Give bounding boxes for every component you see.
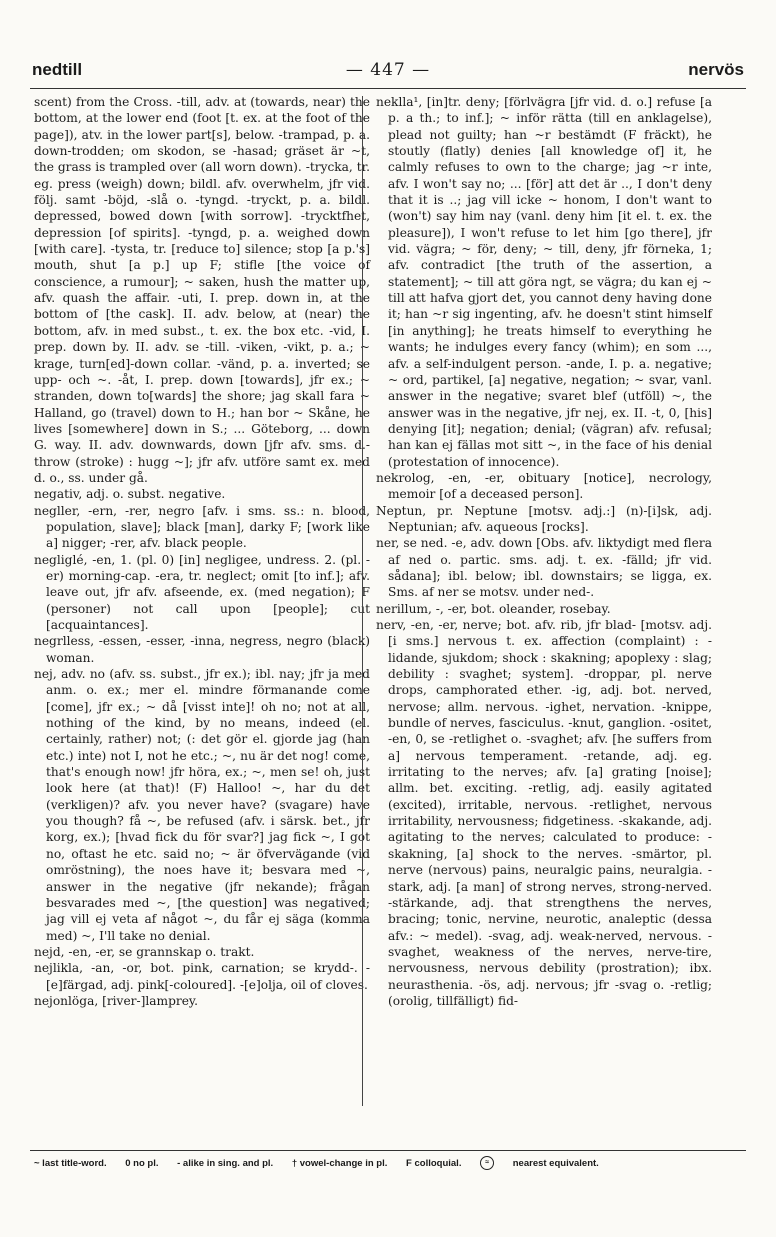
legend-nearest-text: nearest equivalent. xyxy=(512,1157,599,1169)
circled-equivalent-icon: ≈ xyxy=(480,1156,494,1170)
entry-neger: negller, -ern, -rer, negro [afv. i sms. ss.: n. blood, population, slave]; black [man], darky F; [work like a] nigger; -rer, afv. black people. xyxy=(34,503,370,551)
header-rule xyxy=(30,88,746,89)
entry-continuation: scent) from the Cross. -till, adv. at (towards, near) the bottom, at the lower end (foot [t. ex. at the foot of the page]), atv. in the lower part[s], below. -trampad, p. a. down-trodden; om skodon, se -hasad; gräset är ~t, the grass is trampled over (all worn down). -trycka, tr. eg. press (weigh) down; bildl. afv. overwhelm, jfr vid. följ. samt -böjd, -slå o. -tyngd. -tryckt, p. a. bildl. depressed, bowed down [with sorrow]. -trycktfhet, depression [of spirits]. -tyngd, p. a. weighed down [with care]. -tysta, tr. [reduce to] silence; stop [a p.'s] mouth, shut [a p.] up F; stifle [the voice of conscience, a rumour]; ~ saken, hush the matter up, afv. quash the affair. -uti, I. prep. down in, at the bottom of [the cask]. II. adv. below, at (near) the bottom, afv. in med subst., t. ex. the box etc. -vid, I. prep. down by. II. adv. se -till. -viken, -vikt, p. a.; ~ krage, turn[ed]-down collar. -vänd, p. a. inverted; se upp- och ~. -åt, I. prep. down [towards], jfr ex.; ~ stranden, down to[wards] the shore; jag skall fara ~ Halland, go (travel) down to H.; han bor ~ Skåne, he lives [somewhere] down in S.; ... Göteborg, ... down G. way. II. adv. downwards, down [jfr afv. sms. d.-throw (stroke) : hugg ~]; jfr afv. utföre samt ex. med d. o., ss. under gå. xyxy=(34,95,370,485)
abbreviation-legend xyxy=(34,1156,744,1170)
entry-nejd: nejd, -en, -er, se grannskap o. trakt. xyxy=(34,944,255,959)
legend-zero: 0 no pl. xyxy=(125,1157,159,1169)
page-number: — 447 — xyxy=(345,60,431,80)
legend-tilde: ~ last title-word. xyxy=(34,1157,107,1169)
entry-negress: negrlless, -essen, -esser, -inna, negress, negro (black) woman. xyxy=(34,634,370,665)
legend-dagger: † vowel-change in pl. xyxy=(291,1157,388,1169)
entry-ner: ner, se ned. -e, adv. down [Obs. afv. liktydigt med flera af ned o. partic. sms. adj. t. ex. -fälld; jfr vid. sådana]; ibl. below; ibl. downstairs; se ligga, ex. Sms. af ner se motsv. under ned-. xyxy=(376,536,712,600)
footer-rule xyxy=(30,1150,746,1151)
right-column xyxy=(376,94,712,1009)
left-column xyxy=(34,94,370,1009)
entry-nejlika: nejlikla, -an, -or, bot. pink, carnation; se krydd-. -[e]färgad, adj. pink[-coloured]. -[e]olja, oil of cloves. xyxy=(34,961,370,992)
right-guide-word: nervös xyxy=(688,60,744,79)
entry-neka: neklla¹, [in]tr. deny; [förlvägra [jfr vid. d. o.] refuse [a p. a th.; to inf.]; ~ inför rätta (till en anklagelse), plead not guilty; han ~r bestämdt (F fräckt), he stoutly (flatly) denies [all knowledge of] it, he calmly refuses to own to the charge; jag ~r inte, afv. I won't say no; ... [för] att det är .., I don't deny that it is ..; jag vill icke ~ honom, I don't want to (won't) say him nay (vanl. deny him [it el. t. ex. the pleasure]), I won't refuse to let him [go there], jfr vid. vägra; ~ för, deny; ~ till, deny, jfr förneka, 1; afv. contradict [the truth of the assertion, a statement]; ~ till att göra ngt, se vägra; du kan ej ~ till att hafva gjort det, you cannot deny having done it; han ~r sig ingenting, afv. he doesn't stint himself [in anything]; he treats himself to everything he wants; he indulges every fancy (whim); en som ..., afv. a self-indulgent person. -ande, I. p. a. negative; ~ ord, partikel, [a] negative, negation; ~ svar, vanl. answer in the negative; svaret blef (utföll) ~, the answer was in the negative, jfr nej, ex. II. -t, 0, [his] denying [it]; negation; denial; (vägran) afv. refusal; han kan ej fällas mot sitt ~, in the face of his denial (protestation of innocence). xyxy=(376,95,712,469)
legend-nearest xyxy=(480,1158,615,1169)
page-header xyxy=(32,60,744,86)
entry-negativ: negativ, adj. o. subst. negative. xyxy=(34,487,226,502)
entry-nerv: nerv, -en, -er, nerve; bot. afv. rib, jfr blad- [motsv. adj. [i sms.] nervous t. ex. affection (complaint) : -lidande, sjukdom; shock : skakning; apoplexy : slag; debility : svaghet; system]. -droppar, pl. nerve drops, camphorated ether. -ig, adj. bot. nerved, nervose; allm. nervous. -ighet, nervation. -knippe, bundle of nerves, fasciculus. -knut, ganglion. -ositet, -en, 0, se -retlighet o. -svaghet; afv. [he suffers from a] nervous temperament. -retande, adj. eg. irritating to the nerves; afv. [a] grating [noise]; allm. bet. exciting. -retlig, adj. easily agitated (excited), irritable, nervous. -retlighet, nervous irritability, nervousness; fidgetiness. -skakande, adj. agitating to the nerves; calculated to produce: -skakning, [a] shock to the nerves. -smärtor, pl. nerve (nervous) pains, neuralgic pains, neuralgia. -stark, adj. [a man] of strong nerves, strong-nerved. -stärkande, adj. that strengthens the nerves, bracing; tonic, nervine, neurotic, analeptic (dessa afv.: ~ medel). -svag, adj. weak-nerved, nervous. -svaghet, weakness of the nerves, nerve-tire, nervousness, nervous debility (prostration); ibx. neurasthenia. -ös, adj. nervous; jfr -svag o. -retlig; (orolig, tillfälligt) fid- xyxy=(376,618,712,1008)
entry-negligé: negliglé, -en, 1. (pl. 0) [in] negligee, undress. 2. (pl. -er) morning-cap. -era, tr. neglect; omit [to inf.]; afv. leave out, jfr afv. afseende, ex. (med negation); F (personer) not call upon [people]; cut [acquaintances]. xyxy=(34,552,370,632)
legend-dash: - alike in sing. and pl. xyxy=(177,1157,274,1169)
entry-neptun: Neptun, pr. Neptune [motsv. adj.:] (n)-[i]sk, adj. Neptunian; afv. aqueous [rocks]. xyxy=(376,503,712,534)
legend-colloquial: F colloquial. xyxy=(406,1157,462,1169)
column-divider xyxy=(362,96,363,1106)
entry-nerium: nerillum, -, -er, bot. oleander, rosebay. xyxy=(376,601,611,616)
entry-nej: nej, adv. no (afv. ss. subst., jfr ex.); ibl. nay; jfr ja med anm. o. ex.; mer el. mindre förmanande come [come], jfr ex.; ~ då [visst inte]! oh no; not at all, nothing of the kind, by no means, indeed (el. certainly, rather) not; (: det gör el. gjorde jag (han etc.) inte) not I, not he etc.; ~, nu är det nog! come, that's enough now! jfr höra, ex.; ~, men se! oh, just look here (at that)! (F) Halloo! ~, har du det (verkligen)? afv. you never have? (svagare) have you though? få ~, be refused (afv. i särsk. bet., jfr korg, ex.); [hvad fick du för svar?] jag fick ~, I got no, oftast he etc. said no; ~ är öfvervägande (vid omröstning), the noes have it; besvara med ~, answer in the negative (jfr nekande); frågan besvarades med ~, [the question] was negatived; jag vill ej veta af något ~, du får ej säga (komma med) ~, I'll take no denial. xyxy=(34,667,370,943)
entry-nejonöga: nejonlöga, [river-]lamprey. xyxy=(34,993,199,1008)
entry-nekrolog: nekrolog, -en, -er, obituary [notice], necrology, memoir [of a deceased person]. xyxy=(376,470,712,502)
left-guide-word: nedtill xyxy=(32,60,83,79)
